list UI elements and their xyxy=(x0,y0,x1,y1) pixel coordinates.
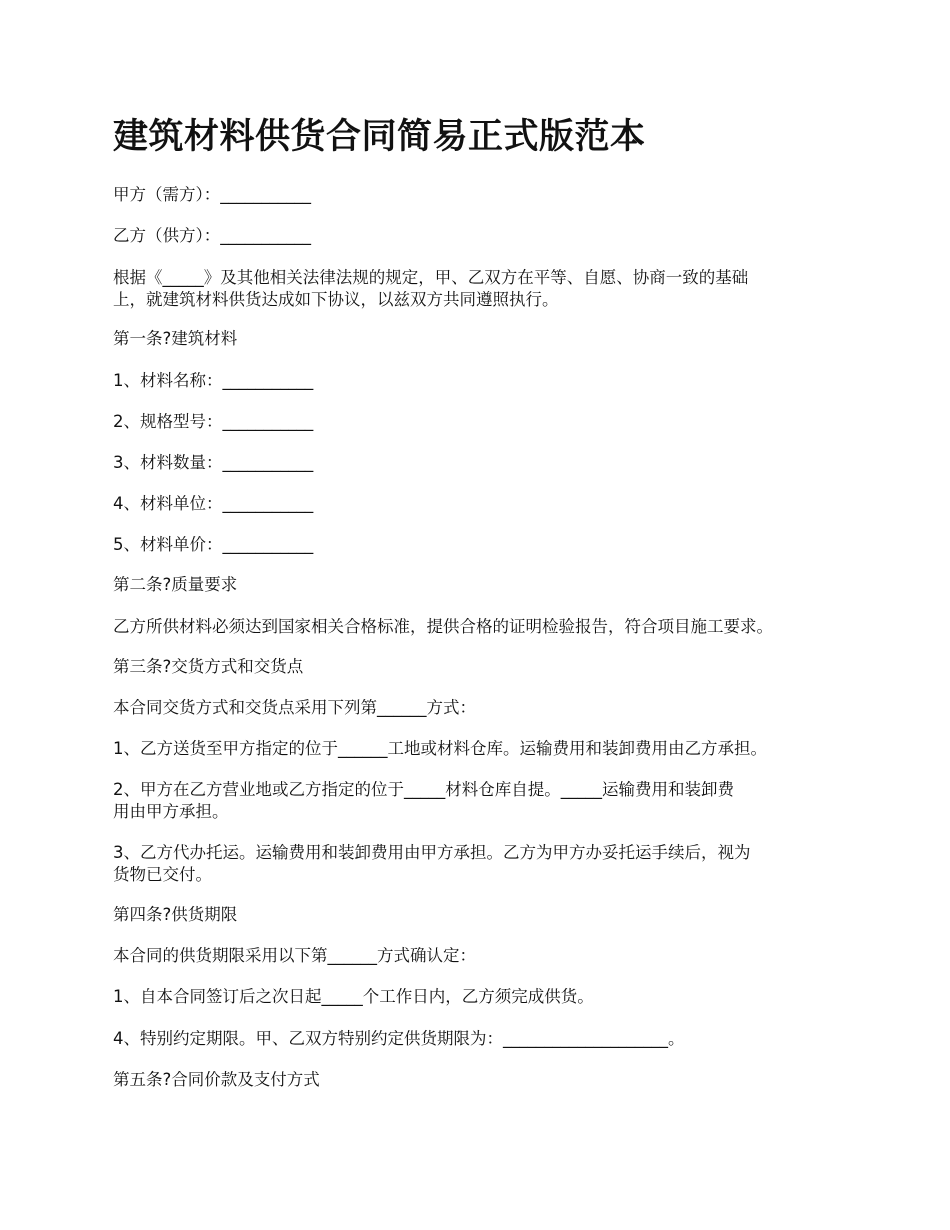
article-3-item-3-line-1: 3、乙方代办托运。运输费用和装卸费用由甲方承担。乙方为甲方办妥托运手续后，视为 xyxy=(113,843,751,862)
preamble-line-1: 根据《_____》及其他相关法律法规的规定，甲、乙双方在平等、自愿、协商一致的基础 xyxy=(113,268,749,287)
article-3-heading: 第三条?交货方式和交货点 xyxy=(113,657,304,676)
article-3-intro: 本合同交货方式和交货点采用下列第______方式： xyxy=(113,698,476,717)
article-3-item-2-line-1: 2、甲方在乙方营业地或乙方指定的位于_____材料仓库自提。_____运输费用和装卸费 xyxy=(113,780,734,799)
article-4-item-1: 1、自本合同签订后之次日起_____个工作日内，乙方须完成供货。 xyxy=(113,987,594,1006)
article-3-item-3-line-2: 货物已交付。 xyxy=(113,865,212,884)
article-4-heading: 第四条?供货期限 xyxy=(113,905,238,924)
article-4-intro: 本合同的供货期限采用以下第______方式确认定： xyxy=(113,946,476,965)
article-2-text: 乙方所供材料必须达到国家相关合格标准，提供合格的证明检验报告，符合项目施工要求。 xyxy=(113,617,773,636)
article-3-item-1: 1、乙方送货至甲方指定的位于______工地或材料仓库。运输费用和装卸费用由乙方承担。 xyxy=(113,739,767,758)
article-1-heading: 第一条?建筑材料 xyxy=(113,329,238,348)
party-b-line: 乙方（供方）：___________ xyxy=(113,226,311,245)
article-4-item-4: 4、特别约定期限。甲、乙双方特别约定供货期限为：____________________。 xyxy=(113,1029,685,1048)
article-3-item-2-line-2: 用由甲方承担。 xyxy=(113,802,229,821)
article-1-item: 3、材料数量：___________ xyxy=(113,453,314,472)
party-a-line: 甲方（需方）：___________ xyxy=(113,185,311,204)
article-2-heading: 第二条?质量要求 xyxy=(113,575,238,594)
article-1-item: 2、规格型号：___________ xyxy=(113,412,314,431)
article-1-item: 4、材料单位：___________ xyxy=(113,494,314,513)
page-title: 建筑材料供货合同简易正式版范本 xyxy=(113,117,646,157)
article-1-item: 1、材料名称：___________ xyxy=(113,371,314,390)
article-5-heading: 第五条?合同价款及支付方式 xyxy=(113,1070,320,1089)
article-1-item: 5、材料单价：___________ xyxy=(113,535,314,554)
preamble-line-2: 上，就建筑材料供货达成如下协议，以兹双方共同遵照执行。 xyxy=(113,290,559,309)
